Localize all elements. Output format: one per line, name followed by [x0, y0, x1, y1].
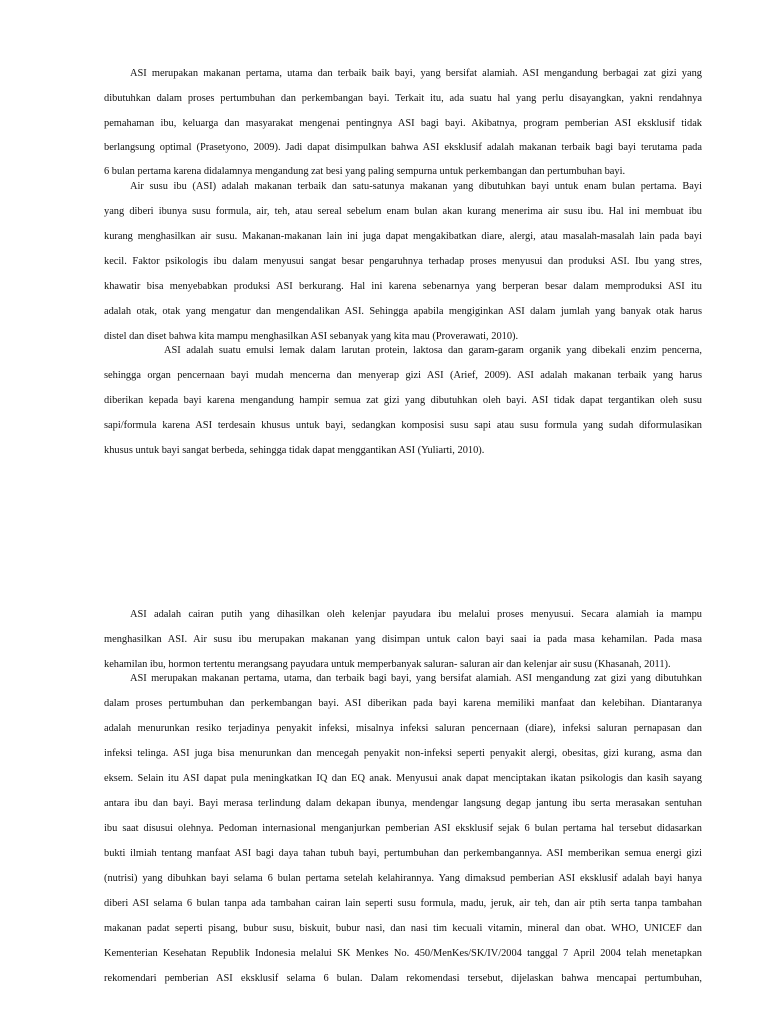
paragraph-2-line: Air susu ibu (ASI) adalah makanan terbaik dan satu-satunya makanan yang dibutuhkan bayi untuk enam bulan pertama. Bayi [130, 181, 702, 192]
paragraph-5-line: ibu saat disusui olehnya. Pedoman internasional menganjurkan pemberian ASI eksklusif sejak 6 bulan pertama hal tersebut didasarkan [104, 823, 702, 834]
paragraph-3-line: diberikan kepada bayi karena mengandung hampir semua zat gizi yang dibutuhkan oleh bayi. ASI tidak dapat tergantikan oleh susu [104, 395, 702, 406]
paragraph-4-line: ASI adalah cairan putih yang dihasilkan oleh kelenjar payudara ibu melalui proses menyusui. Secara alamiah ia mampu [130, 609, 702, 620]
paragraph-4-line: kehamilan ibu, hormon tertentu merangsang payudara untuk memperbanyak saluran- saluran air dan kelenjar air susu (Khasanah, 2011). [104, 659, 671, 670]
paragraph-3-line: sapi/formula karena ASI terdesain khusus untuk bayi, sedangkan komposisi susu sapi atau susu formula yang sudah diformulasikan [104, 420, 702, 431]
paragraph-1-line: 6 bulan pertama karena didalamnya mengandung zat besi yang paling sempurna untuk perkembangan dan pertumbuhan bayi. [104, 166, 626, 177]
paragraph-5-line: diberi ASI selama 6 bulan tanpa ada tambahan cairan lain seperti susu formula, madu, jeruk, air teh, dan air ptih serta tanpa tambahan [104, 898, 702, 909]
paragraph-5-line: infeksi telinga. ASI juga bisa menurunkan dan mencegah penyakit non-infeksi seperti penyakit alergi, obesitas, gizi kurang, asma dan [104, 748, 702, 759]
paragraph-5-line: adalah menurunkan resiko terjadinya penyakit infeksi, misalnya infeksi saluran pencernaan (diare), infeksi saluran pernapasan dan [104, 723, 702, 734]
paragraph-1-line: pemahaman ibu, keluarga dan masyarakat mengenai pentingnya ASI bagi bayi. Akibatnya, program pemberian ASI eksklusif tidak [104, 118, 702, 129]
paragraph-5-line: Kementerian Kesehatan Republik Indonesia melalui SK Menkes No. 450/MenKes/SK/IV/2004 tanggal 7 April 2004 telah menetapkan [104, 948, 702, 959]
paragraph-1-line: berlangsung optimal (Prasetyono, 2009). Jadi dapat disimpulkan bahwa ASI eksklusif adalah makanan terbaik bagi bayi terutama pada [104, 142, 702, 153]
paragraph-5-line: rekomendari pemberian ASI eksklusif selama 6 bulan. Dalam rekomendasi tersebut, dijelaskan bahwa mencapai pertumbuhan, [104, 973, 702, 984]
paragraph-5-line: dalam proses pertumbuhan dan perkembangan bayi. ASI diberikan pada bayi karena memiliki manfaat dan kelebihan. Diantaranya [104, 698, 702, 709]
paragraph-2-line: adalah otak, otak yang mengatur dan mengendalikan ASI. Sehingga apabila mengiginkan ASI dalam jumlah yang banyak otak harus [104, 306, 702, 317]
paragraph-5-line: makanan padat seperti pisang, bubur susu, biskuit, bubur nasi, dan nasi tim kecuali vitamin, mineral dan obat. WHO, UNICEF dan [104, 923, 702, 934]
paragraph-2-line: distel dan diset bahwa kita mampu menghasilkan ASI sebanyak yang kita mau (Proverawati, 2010). [104, 331, 519, 342]
paragraph-3-line: sehingga organ pencernaan bayi mudah mencerna dan menyerap gizi ASI (Arief, 2009). ASI adalah makanan terbaik yang harus [104, 370, 702, 381]
paragraph-2-line: kurang menghasilkan air susu. Makanan-makanan lain ini juga dapat mengakibatkan diare, alergi, atau masalah-masalah lain pada bayi [104, 231, 702, 242]
paragraph-1-line: ASI merupakan makanan pertama, utama dan terbaik baik bayi, yang bersifat alamiah. ASI mengandung berbagai zat gizi yang [130, 68, 702, 79]
paragraph-5-line: ASI merupakan makanan pertama, utama, dan terbaik bagi bayi, yang bersifat alamiah. ASI mengandung zat gizi yang dibutuhkan [130, 673, 702, 684]
paragraph-3-line: ASI adalah suatu emulsi lemak dalam larutan protein, laktosa dan garam-garam organik yang dibekali enzim pencerna, [164, 345, 702, 356]
paragraph-5-line: (nutrisi) yang dibuhkan bayi selama 6 bulan pertama setelah kelahirannya. Yang dimaksud pemberian ASI eksklusif adalah bayi hanya [104, 873, 702, 884]
paragraph-2-line: kecil. Faktor psikologis ibu dalam menyusui sangat besar pengaruhnya terhadap proses menyusui dan produksi ASI. Ibu yang stres, [104, 256, 702, 267]
paragraph-2-line: khawatir bisa menyebabkan produksi ASI berkurang. Hal ini karena sebenarnya yang berperan besar dalam memproduksi ASI itu [104, 281, 702, 292]
paragraph-5-line: bukti ilmiah tentang manfaat ASI bagi daya tahan tubuh bayi, pertumbuhan dan perkembangannya. ASI memberikan semua energi gizi [104, 848, 702, 859]
paragraph-5-line: antara ibu dan bayi. Bayi merasa terlindung dalam dekapan ibunya, mendengar langsung degap jantung ibu serta merasakan sentuhan [104, 798, 702, 809]
paragraph-4-line: menghasilkan ASI. Air susu ibu merupakan makanan yang disimpan untuk calon bayi saai ia pada masa kehamilan. Pada masa [104, 634, 702, 645]
paragraph-2-line: yang diberi ibunya susu formula, air, teh, atau sereal sebelum enam bulan akan kurang menerima air susu ibu. Hal ini membuat ibu [104, 206, 702, 217]
paragraph-1-line: dibutuhkan dalam proses pertumbuhan dan perkembangan bayi. Terkait itu, ada suatu hal yang perlu disayangkan, yakni rendahnya [104, 93, 702, 104]
paragraph-5-line: eksem. Selain itu ASI dapat pula meningkatkan IQ dan EQ anak. Menyusui anak dapat menciptakan ikatan psikologis dan kasih sayang [104, 773, 702, 784]
paragraph-3-line: khusus untuk bayi sangat berbeda, sehingga tidak dapat menggantikan ASI (Yuliarti, 2010). [104, 445, 485, 456]
